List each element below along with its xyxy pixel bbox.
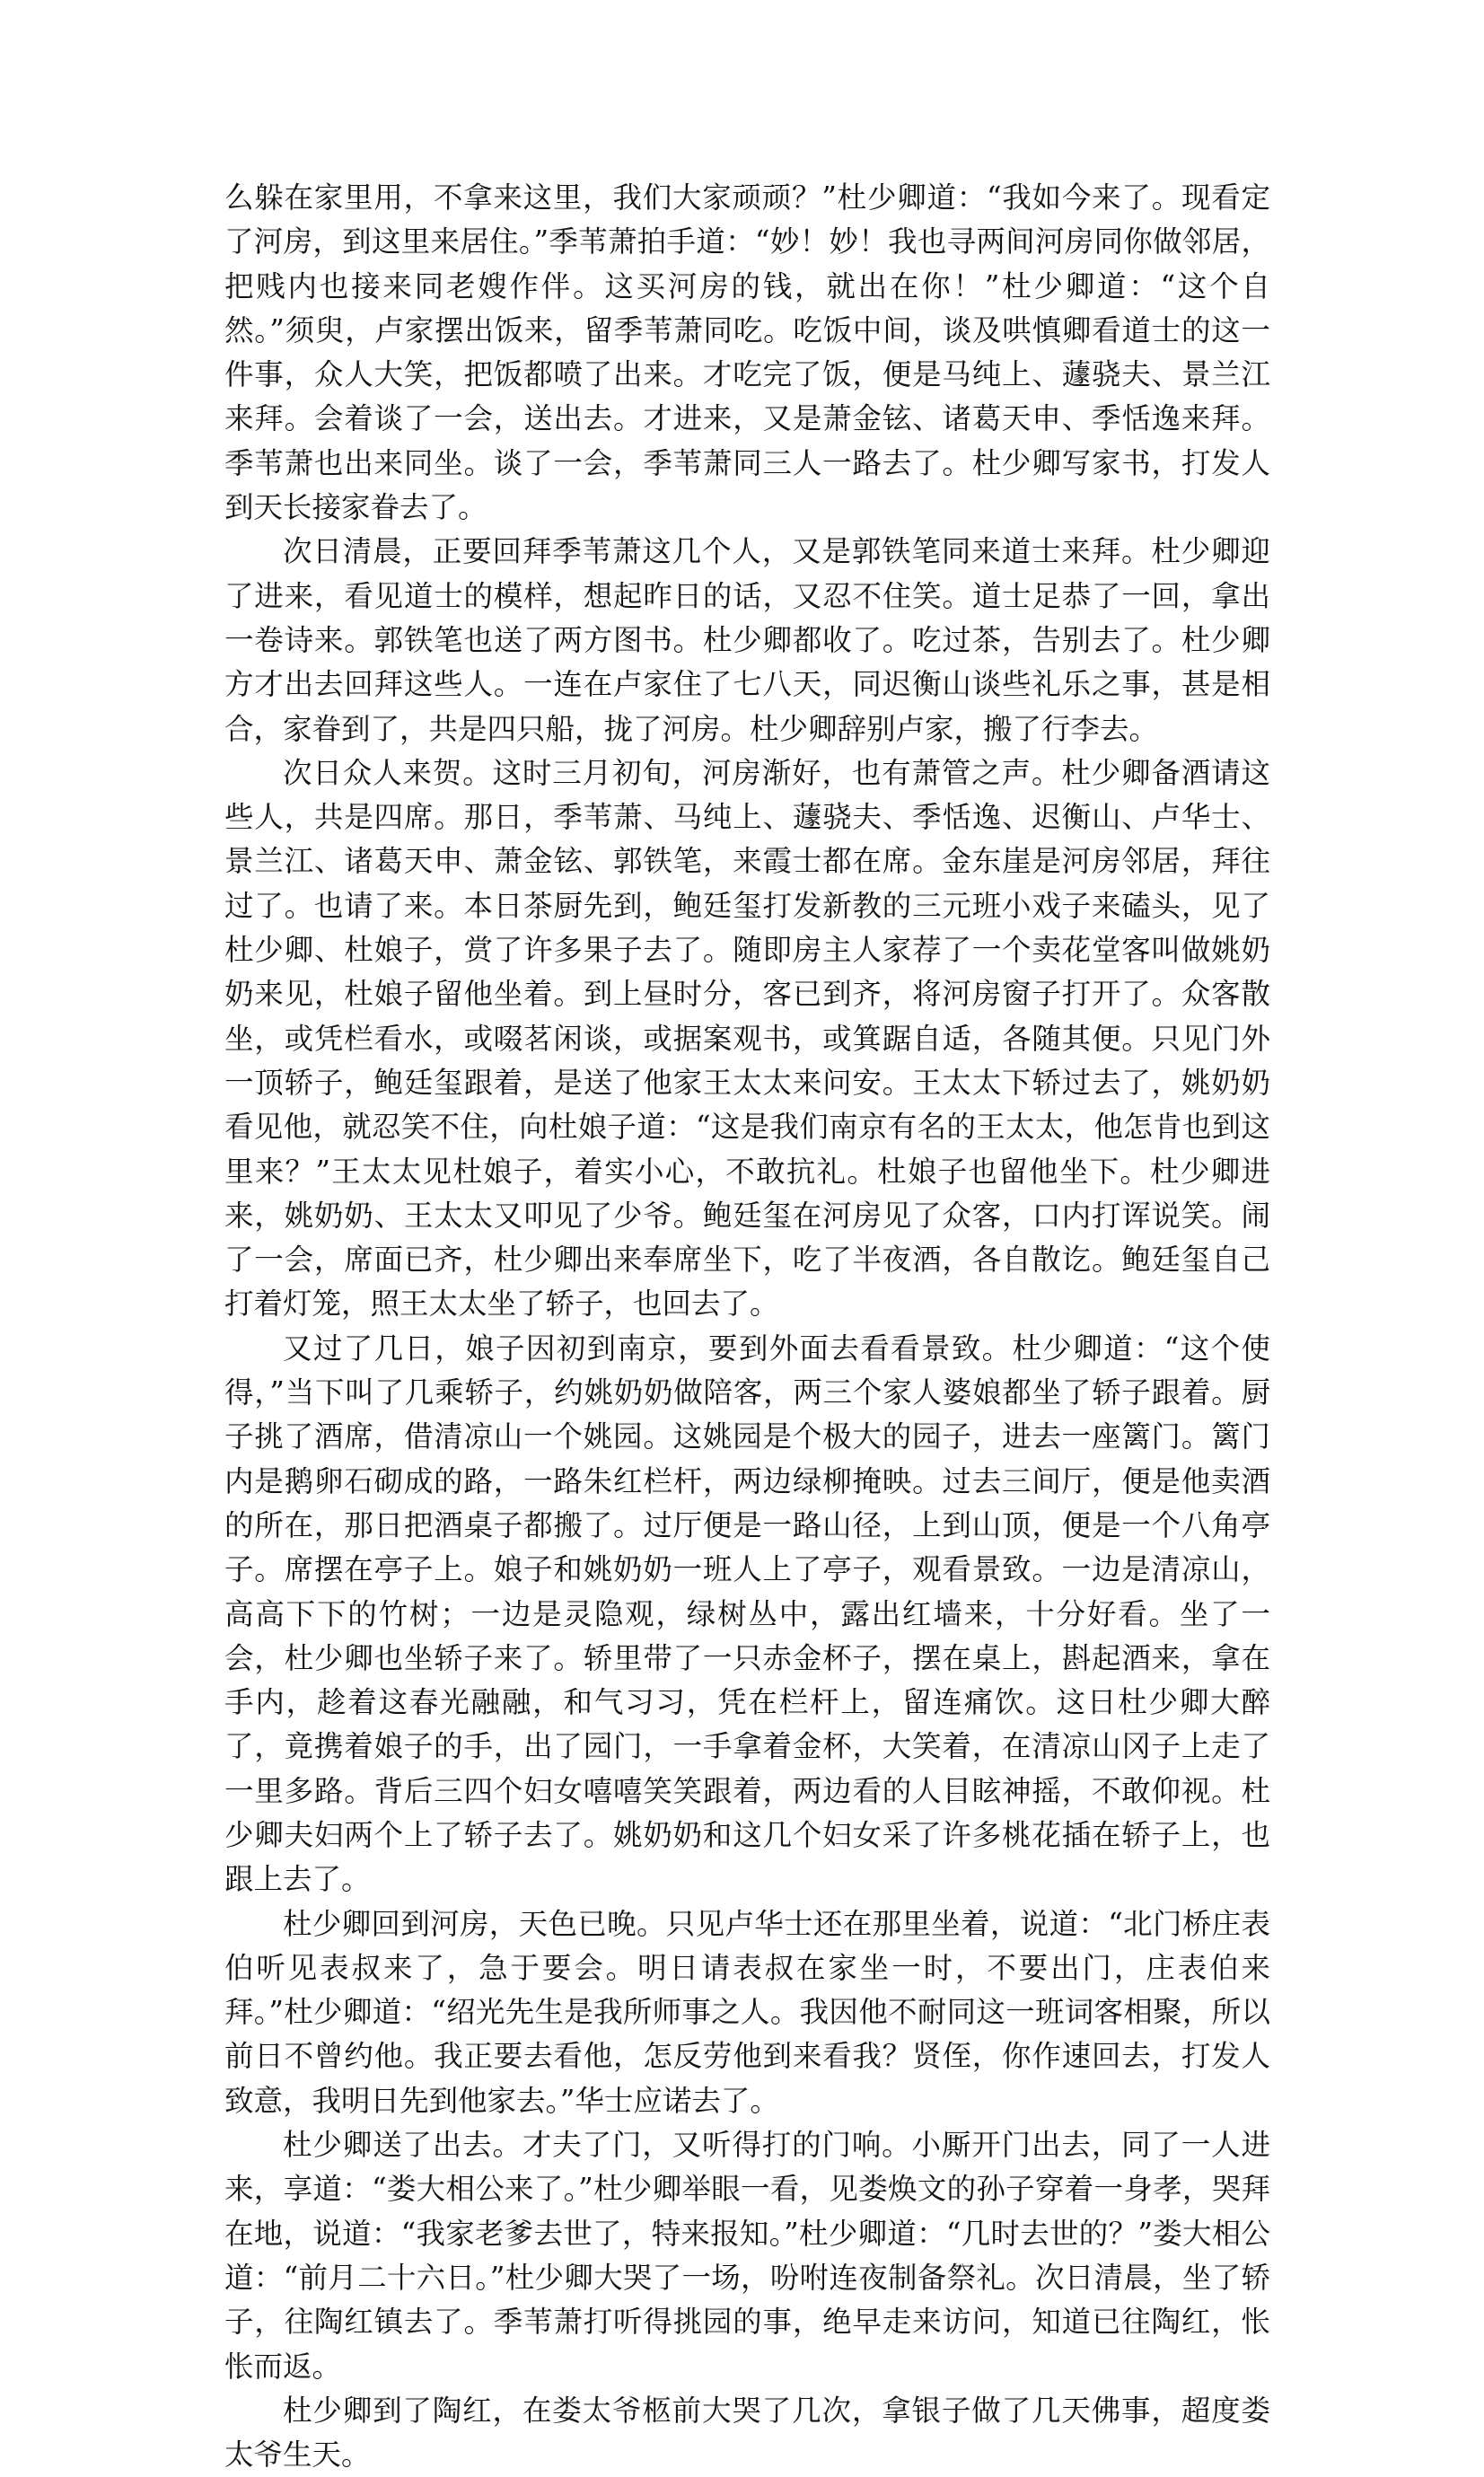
paragraph-5: 杜少卿回到河房，天色已晚。只见卢华士还在那里坐着，说道：“北门桥庄表伯听见表叔来了，急于要会。明日请表叔在家坐一时，不要出门，庄表伯来拜。”杜少卿道：“绍光先生是我所师事之人。我因他不耐同这一班词客相聚，所以前日不曾约他。我正要去看他，怎反劳他到来看我？贤侄，你作速回去，打发人致意，我明日先到他家去。”华士应诺去了。 bbox=[224, 1906, 1270, 2118]
paragraph-7: 杜少卿到了陶红，在娄太爷柩前大哭了几次，拿银子做了几天佛事，超度娄太爷生天。 bbox=[224, 2393, 1270, 2473]
paragraph-4: 又过了几日，娘子因初到南京，要到外面去看看景致。杜少卿道：“这个使得，”当下叫了几乘轿子，约姚奶奶做陪客，两三个家人婆娘都坐了轿子跟着。厨子挑了酒席，借清凉山一个姚园。这姚园是个极大的园子，进去一座篱门。篱门内是鹅卵石砌成的路，一路朱红栏杆，两边绿柳掩映。过去三间厅，便是他卖酒的所在，那日把酒桌子都搬了。过厅便是一路山径，上到山顶，便是一个八角亭子。席摆在亭子上。娘子和姚奶奶一班人上了亭子，观看景致。一边是清凉山，高高下下的竹树；一边是灵隐观，绿树丛中，露出红墙来，十分好看。坐了一会，杜少卿也坐轿子来了。轿里带了一只赤金杯子，摆在桌上，斟起酒来，拿在手内，趁着这春光融融，和气习习，凭在栏杆上，留连痛饮。这日杜少卿大醉了，竟携着娘子的手，出了园门，一手拿着金杯，大笑着，在清凉山冈子上走了一里多路。背后三四个妇女嘻嘻笑笑跟着，两边看的人目眩神摇，不敢仰视。杜少卿夫妇两个上了轿子去了。姚奶奶和这几个妇女采了许多桃花插在轿子上，也跟上去了。 bbox=[224, 1331, 1270, 1897]
paragraph-3: 次日众人来贺。这时三月初旬，河房渐好，也有萧管之声。杜少卿备酒请这些人，共是四席。那日，季苇萧、马纯上、蘧骁夫、季恬逸、迟衡山、卢华士、景兰江、诸葛天申、萧金铉、郭铁笔，来霞士都在席。金东崖是河房邻居，拜往过了。也请了来。本日茶厨先到，鲍廷玺打发新教的三元班小戏子来磕头，见了杜少卿、杜娘子，赏了许多果子去了。随即房主人家荐了一个卖花堂客叫做姚奶奶来见，杜娘子留他坐着。到上昼时分，客已到齐，将河房窗子打开了。众客散坐，或凭栏看水，或啜茗闲谈，或据案观书，或箕踞自适，各随其便。只见门外一顶轿子，鲍廷玺跟着，是送了他家王太太来问安。王太太下轿过去了，姚奶奶看见他，就忍笑不住，向杜娘子道：“这是我们南京有名的王太太，他怎肯也到这里来？”王太太见杜娘子，着实小心，不敢抗礼。杜娘子也留他坐下。杜少卿进来，姚奶奶、王太太又叩见了少爷。鲍廷玺在河房见了众客，口内打诨说笑。闹了一会，席面已齐，杜少卿出来奉席坐下，吃了半夜酒，各自散讫。鲍廷玺自己打着灯笼，照王太太坐了轿子，也回去了。 bbox=[224, 755, 1270, 1322]
document-page bbox=[224, 176, 1270, 2477]
paragraph-1: 么躲在家里用，不拿来这里，我们大家顽顽？”杜少卿道：“我如今来了。现看定了河房，到这里来居住。”季苇萧拍手道：“妙！妙！我也寻两间河房同你做邻居，把贱内也接来同老嫂作伴。这买河房的钱，就出在你！”杜少卿道：“这个自然。”须臾，卢家摆出饭来，留季苇萧同吃。吃饭中间，谈及哄慎卿看道士的这一件事，众人大笑，把饭都喷了出来。才吃完了饭，便是马纯上、蘧骁夫、景兰江来拜。会着谈了一会，送出去。才进来，又是萧金铉、诸葛天申、季恬逸来拜。季苇萧也出来同坐。谈了一会，季苇萧同三人一路去了。杜少卿写家书，打发人到天长接家眷去了。 bbox=[224, 180, 1270, 525]
paragraph-6: 杜少卿送了出去。才夫了门，又听得打的门响。小厮开门出去，同了一人进来，享道：“娄大相公来了。”杜少卿举眼一看，见娄焕文的孙子穿着一身孝，哭拜在地，说道：“我家老爹去世了，特来报知。”杜少卿道：“几时去世的？”娄大相公道：“前月二十六日。”杜少卿大哭了一场，吩咐连夜制备祭礼。次日清晨，坐了轿子，往陶红镇去了。季苇萧打听得挑园的事，绝早走来访问，知道已往陶红，怅怅而返。 bbox=[224, 2128, 1270, 2384]
paragraph-2: 次日清晨，正要回拜季苇萧这几个人，又是郭铁笔同来道士来拜。杜少卿迎了进来，看见道士的模样，想起昨日的话，又忍不住笑。道士足恭了一回，拿出一卷诗来。郭铁笔也送了两方图书。杜少卿都收了。吃过茶，告别去了。杜少卿方才出去回拜这些人。一连在卢家住了七八天，同迟衡山谈些礼乐之事，甚是相合，家眷到了，共是四只船，拢了河房。杜少卿辞别卢家，搬了行李去。 bbox=[224, 534, 1270, 746]
